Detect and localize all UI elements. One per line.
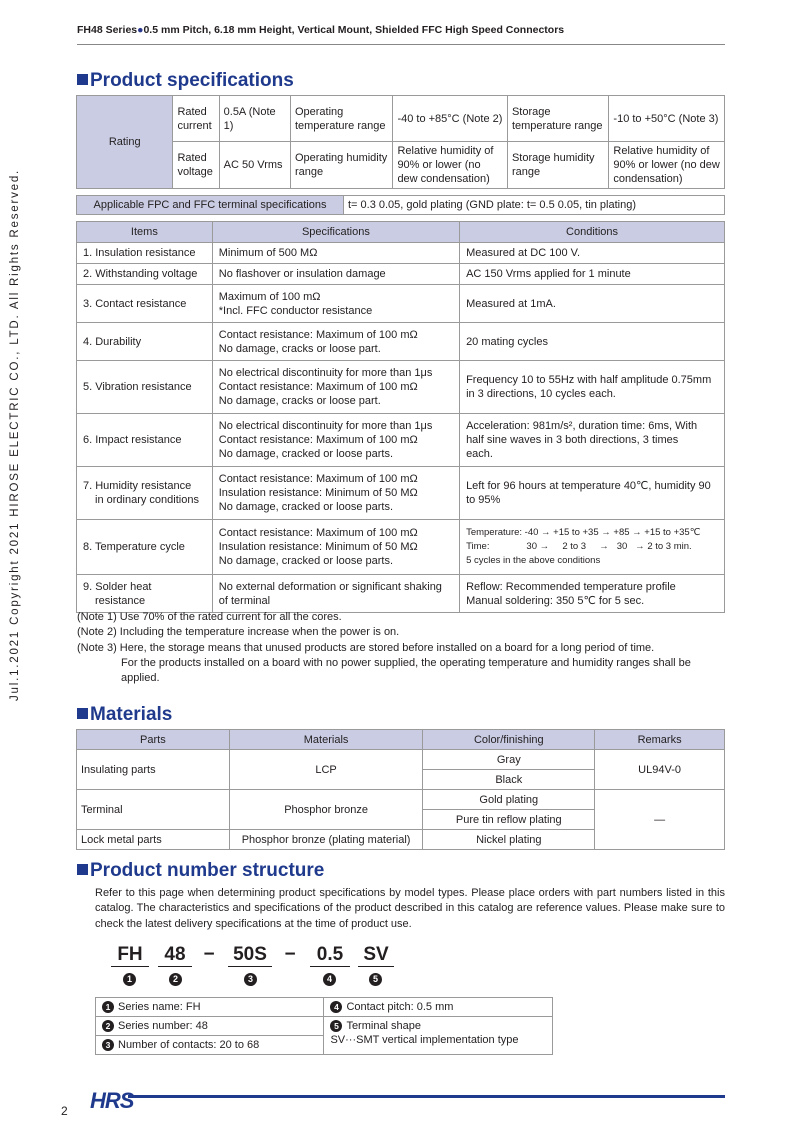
pn-underline — [310, 966, 350, 967]
color-cell: Gold plating — [423, 790, 595, 810]
fpc-spec-table — [76, 195, 725, 215]
part-cell: Terminal — [77, 790, 230, 830]
remark-cell: — — [595, 790, 725, 850]
item-line: 7. Humidity resistance — [83, 480, 192, 492]
page-number: 2 — [61, 1104, 68, 1118]
spec-line: Insulation resistance: Minimum of 50 MΩ — [218, 541, 418, 553]
spec-cell — [212, 520, 459, 575]
legend-4 — [324, 998, 553, 1017]
cond-cell: Measured at DC 100 V. — [460, 243, 725, 264]
legend-text: Terminal shape — [346, 1020, 422, 1032]
pn-title-text: Product number structure — [90, 860, 325, 881]
legend-3 — [96, 1036, 324, 1055]
op-hum-label: Operating humidity range — [290, 142, 392, 189]
table-row — [77, 414, 725, 467]
footer-rule — [128, 1095, 725, 1098]
table-row — [77, 264, 725, 285]
spec-line: *Incl. FFC conductor resistance — [218, 304, 373, 317]
item-cell: 2. Withstanding voltage — [77, 264, 213, 285]
cond-line: Reflow: Recommended temperature profile — [466, 580, 676, 593]
pn-part-series: FH — [117, 944, 143, 965]
spec-cell: No flashover or insulation damage — [212, 264, 459, 285]
spec-line: Contact resistance: Maximum of 100 mΩ — [218, 473, 418, 485]
table-row — [77, 323, 725, 361]
spec-line: Insulation resistance: Minimum of 50 MΩ — [218, 487, 418, 499]
cond-line: to 95% — [466, 494, 501, 506]
cond-line: each. — [466, 448, 493, 460]
table-row — [77, 520, 725, 575]
pn-dash: − — [284, 944, 296, 965]
cond-cell — [460, 575, 725, 613]
page-header — [77, 24, 725, 36]
remark-cell: UL94V-0 — [595, 750, 725, 790]
color-cell: Gray — [423, 750, 595, 770]
spec-line: No electrical discontinuity for more than 1μs — [218, 420, 433, 432]
number-badge: 1 — [102, 1001, 114, 1013]
rated-voltage: AC 50 Vrms — [219, 142, 290, 189]
cond-line: Manual soldering: 350 5℃ for 5 sec. — [466, 594, 645, 607]
table-row — [77, 243, 725, 264]
item-line: in ordinary conditions — [95, 494, 199, 506]
col-header-items: Items — [77, 222, 213, 243]
spec-cell — [212, 414, 459, 467]
storage-temp: -10 to +50°C (Note 3) — [609, 96, 725, 142]
pn-number-4: 4 — [323, 973, 336, 986]
number-badge: 5 — [330, 1020, 342, 1032]
header-title: 0.5 mm Pitch, 6.18 mm Height, Vertical Mount, Shielded FFC High Speed Connectors — [143, 24, 565, 36]
pn-legend-table — [95, 997, 553, 1055]
material-cell: LCP — [229, 750, 423, 790]
cond-cell — [460, 467, 725, 520]
legend-5 — [324, 1017, 553, 1055]
item-cell: 1. Insulation resistance — [77, 243, 213, 264]
spec-line: Contact resistance: Maximum of 100 mΩ — [218, 434, 418, 446]
cond-cell: 20 mating cycles — [460, 323, 725, 361]
note-3-continued: For the products installed on a board with no power supplied, the operating temperature and humidity ranges shall be applied. — [121, 656, 691, 685]
pn-underline — [111, 966, 149, 967]
cond-line: Temperature: -40 → +15 to +35 → +85 → +15 to +35℃ — [466, 527, 701, 538]
materials-table — [76, 729, 725, 850]
header-divider — [77, 44, 725, 45]
rated-voltage-label: Rated voltage — [173, 142, 219, 189]
number-badge: 3 — [102, 1039, 114, 1051]
cond-line: Time: 30 → 2 to 3 → 30 → 2 to 3 min. — [466, 541, 692, 552]
pn-underline — [228, 966, 272, 967]
cond-line: Acceleration: 981m/s², duration time: 6ms, With — [466, 420, 698, 432]
pn-part-number: 48 — [164, 944, 186, 965]
legend-text: SV···SMT vertical implementation type — [330, 1034, 519, 1046]
spec-line: No damage, cracked or loose parts. — [218, 448, 394, 460]
part-cell: Lock metal parts — [77, 830, 230, 850]
rating-table — [76, 95, 725, 189]
materials-title — [77, 704, 172, 726]
item-line: 9. Solder heat — [83, 580, 152, 593]
spec-line: No electrical discontinuity for more than 1μs — [218, 367, 433, 379]
item-cell — [77, 467, 213, 520]
item-cell: 6. Impact resistance — [77, 414, 213, 467]
spec-line: No damage, cracks or loose part. — [218, 342, 381, 355]
cond-cell — [460, 520, 725, 575]
spec-table — [76, 221, 725, 613]
storage-hum-label: Storage humidity range — [507, 142, 608, 189]
table-row — [77, 361, 725, 414]
table-row — [77, 575, 725, 613]
table-row — [77, 467, 725, 520]
square-bullet-icon — [77, 864, 88, 875]
pn-title — [77, 860, 324, 882]
spec-cell — [212, 467, 459, 520]
pn-underline — [158, 966, 192, 967]
fpc-label: Applicable FPC and FFC terminal specifications — [77, 196, 344, 215]
col-header-conditions: Conditions — [460, 222, 725, 243]
pn-part-shape: SV — [363, 944, 389, 965]
pn-number-5: 5 — [369, 973, 382, 986]
cond-line: 5 cycles in the above conditions — [466, 555, 601, 566]
pn-number-1: 1 — [123, 973, 136, 986]
col-header-remarks: Remarks — [595, 730, 725, 750]
spec-line: of terminal — [218, 594, 271, 607]
color-cell: Nickel plating — [423, 830, 595, 850]
number-badge: 4 — [330, 1001, 342, 1013]
item-cell — [77, 575, 213, 613]
spec-line: No damage, cracked or loose parts. — [218, 555, 394, 567]
spec-cell — [212, 285, 459, 323]
legend-text: Series name: FH — [118, 1001, 201, 1013]
pn-part-contacts: 50S — [233, 944, 267, 965]
spec-line: No damage, cracked or loose parts. — [218, 501, 394, 513]
legend-text: Number of contacts: 20 to 68 — [118, 1039, 260, 1051]
side-copyright: Jul.1.2021 Copyright 2021 HIROSE ELECTRIC CO., LTD. All Rights Reserved. — [9, 168, 21, 701]
rating-label: Rating — [77, 96, 173, 189]
table-row — [77, 285, 725, 323]
item-cell: 4. Durability — [77, 323, 213, 361]
rated-current: 0.5A (Note 1) — [219, 96, 290, 142]
material-cell: Phosphor bronze — [229, 790, 423, 830]
storage-temp-label: Storage temperature range — [507, 96, 608, 142]
item-line: resistance — [95, 594, 146, 607]
notes — [77, 610, 727, 686]
note-1: (Note 1) Use 70% of the rated current for all the cores. — [77, 611, 342, 623]
item-cell: 8. Temperature cycle — [77, 520, 213, 575]
spec-cell: Minimum of 500 MΩ — [212, 243, 459, 264]
fpc-value: t= 0.3 0.05, gold plating (GND plate: t= 0.5 0.05, tin plating) — [344, 196, 725, 215]
color-cell: Black — [423, 770, 595, 790]
pn-intro: Refer to this page when determining product specifications by model types. Please place orders with part numbers listed in this catalog. The characteristics and specifications of the product described in this catalog are reference values. Please make sure to check the latest delivery specifications at the time of product use. — [95, 887, 725, 930]
cond-cell — [460, 414, 725, 467]
spec-cell — [212, 575, 459, 613]
storage-hum: Relative humidity of 90% or lower (no dew condensation) — [609, 142, 725, 189]
hrs-logo: HRS — [90, 1088, 134, 1113]
item-cell: 3. Contact resistance — [77, 285, 213, 323]
col-header-materials: Materials — [229, 730, 423, 750]
square-bullet-icon — [77, 708, 88, 719]
square-bullet-icon — [77, 74, 88, 85]
material-cell: Phosphor bronze (plating material) — [229, 830, 423, 850]
item-cell: 5. Vibration resistance — [77, 361, 213, 414]
spec-line: Contact resistance: Maximum of 100 mΩ — [218, 328, 418, 341]
note-2: (Note 2) Including the temperature increase when the power is on. — [77, 626, 400, 639]
legend-1 — [96, 998, 324, 1017]
spec-line: Maximum of 100 mΩ — [218, 290, 321, 303]
materials-title-text: Materials — [90, 704, 173, 725]
table-row — [77, 750, 725, 770]
cond-cell: AC 150 Vrms applied for 1 minute — [460, 264, 725, 285]
color-cell: Pure tin reflow plating — [423, 810, 595, 830]
pn-number-2: 2 — [169, 973, 182, 986]
cond-cell: Measured at 1mA. — [460, 285, 725, 323]
table-row — [77, 790, 725, 810]
pn-part-pitch: 0.5 — [316, 944, 344, 965]
op-hum: Relative humidity of 90% or lower (no dew condensation) — [393, 142, 508, 189]
part-cell: Insulating parts — [77, 750, 230, 790]
spec-line: No damage, cracks or loose part. — [218, 395, 381, 407]
pn-dash: − — [203, 944, 215, 965]
spec-cell — [212, 323, 459, 361]
op-temp-label: Operating temperature range — [290, 96, 392, 142]
pn-underline — [358, 966, 394, 967]
bullet-icon: ● — [137, 24, 144, 36]
op-temp: -40 to +85°C (Note 2) — [393, 96, 508, 142]
spec-cell — [212, 361, 459, 414]
rated-current-label: Rated current — [173, 96, 219, 142]
cond-line: Frequency 10 to 55Hz with half amplitude 0.75mm — [466, 374, 712, 386]
spec-line: Contact resistance: Maximum of 100 mΩ — [218, 381, 418, 393]
pn-number-3: 3 — [244, 973, 257, 986]
note-3: (Note 3) Here, the storage means that unused products are stored before installed on a board for a long period of time. — [77, 641, 655, 654]
cond-line: Left for 96 hours at temperature 40℃, humidity 90 — [466, 480, 711, 492]
series-name: FH48 Series — [77, 24, 138, 36]
col-header-parts: Parts — [77, 730, 230, 750]
specs-title — [77, 70, 294, 92]
legend-text: Contact pitch: 0.5 mm — [346, 1001, 454, 1013]
cond-line: in 3 directions, 10 cycles each. — [466, 388, 616, 400]
legend-2 — [96, 1017, 324, 1036]
col-header-color: Color/finishing — [423, 730, 595, 750]
spec-line: Contact resistance: Maximum of 100 mΩ — [218, 527, 418, 539]
cond-cell — [460, 361, 725, 414]
col-header-specifications: Specifications — [212, 222, 459, 243]
cond-line: half sine waves in 3 both directions, 3 times — [466, 434, 679, 446]
specs-title-text: Product specifications — [90, 70, 294, 91]
spec-line: No external deformation or significant shaking — [218, 580, 442, 593]
legend-text: Series number: 48 — [118, 1020, 208, 1032]
number-badge: 2 — [102, 1020, 114, 1032]
